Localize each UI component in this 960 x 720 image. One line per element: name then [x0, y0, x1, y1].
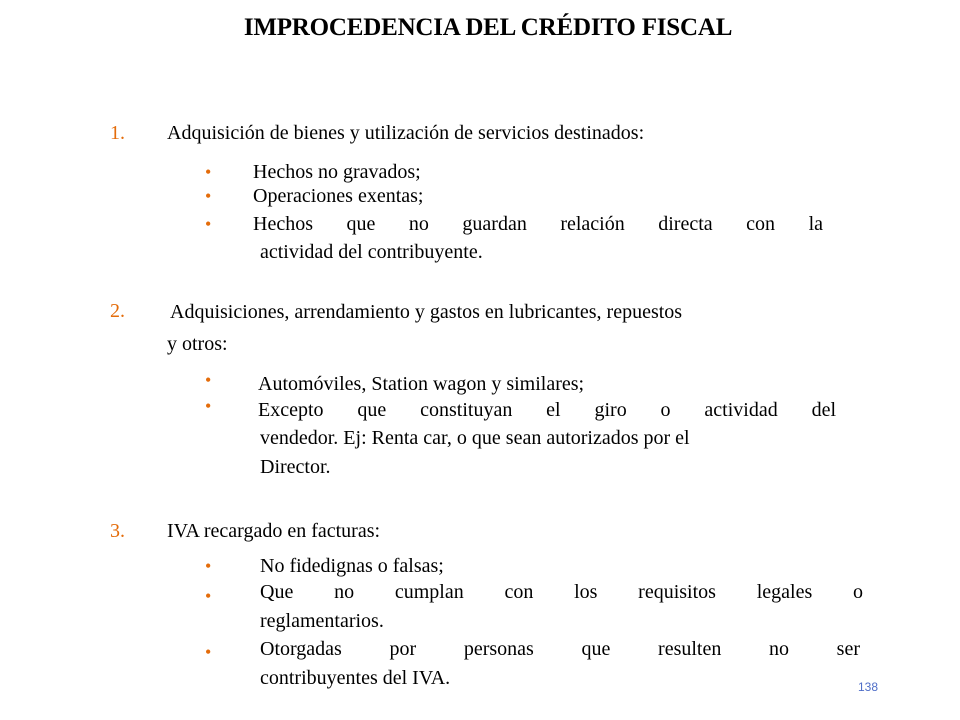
bullet-icon: •: [205, 396, 212, 416]
section-2-item-2-continued: vendedor. Ej: Renta car, o que sean autorizados por el: [260, 427, 690, 449]
section-3-item-2: Que no cumplan con los requisitos legales o: [260, 581, 863, 603]
section-2-heading-line-2: y otros:: [167, 333, 228, 355]
section-1-item-3-continued: actividad del contribuyente.: [260, 241, 483, 263]
section-2-item-1: Automóviles, Station wagon y similares;: [258, 373, 585, 395]
section-1-heading: Adquisición de bienes y utilización de servicios destinados:: [167, 122, 645, 144]
bullet-icon: •: [205, 642, 212, 662]
section-1-item-3: Hechos que no guardan relación directa con la: [253, 213, 823, 235]
slide-title: IMPROCEDENCIA DEL CRÉDITO FISCAL: [243, 14, 733, 41]
bullet-icon: •: [205, 214, 212, 234]
section-1-number: 1.: [110, 122, 125, 144]
bullet-icon: •: [205, 556, 212, 576]
section-2-heading-line-1: Adquisiciones, arrendamiento y gastos en lubricantes, repuestos: [170, 301, 683, 323]
section-3-item-1: No fidedignas o falsas;: [260, 555, 444, 577]
section-2-item-2: Excepto que constituyan el giro o actividad del: [258, 399, 836, 421]
section-3-number: 3.: [110, 520, 125, 542]
bullet-icon: •: [205, 370, 212, 390]
section-3-item-3-continued: contribuyentes del IVA.: [260, 667, 451, 689]
page-number: 138: [858, 680, 879, 694]
section-3-item-3: Otorgadas por personas que resulten no ser: [260, 638, 860, 660]
bullet-icon: •: [205, 186, 212, 206]
bullet-icon: •: [205, 586, 212, 606]
section-2-number: 2.: [110, 300, 125, 322]
bullet-icon: •: [205, 162, 212, 182]
section-1-item-2: Operaciones exentas;: [253, 185, 424, 207]
section-2-item-2-continued-2: Director.: [260, 456, 331, 478]
section-3-heading: IVA recargado en facturas:: [167, 520, 381, 542]
section-1-item-1: Hechos no gravados;: [253, 161, 421, 183]
section-3-item-2-continued: reglamentarios.: [260, 610, 384, 632]
